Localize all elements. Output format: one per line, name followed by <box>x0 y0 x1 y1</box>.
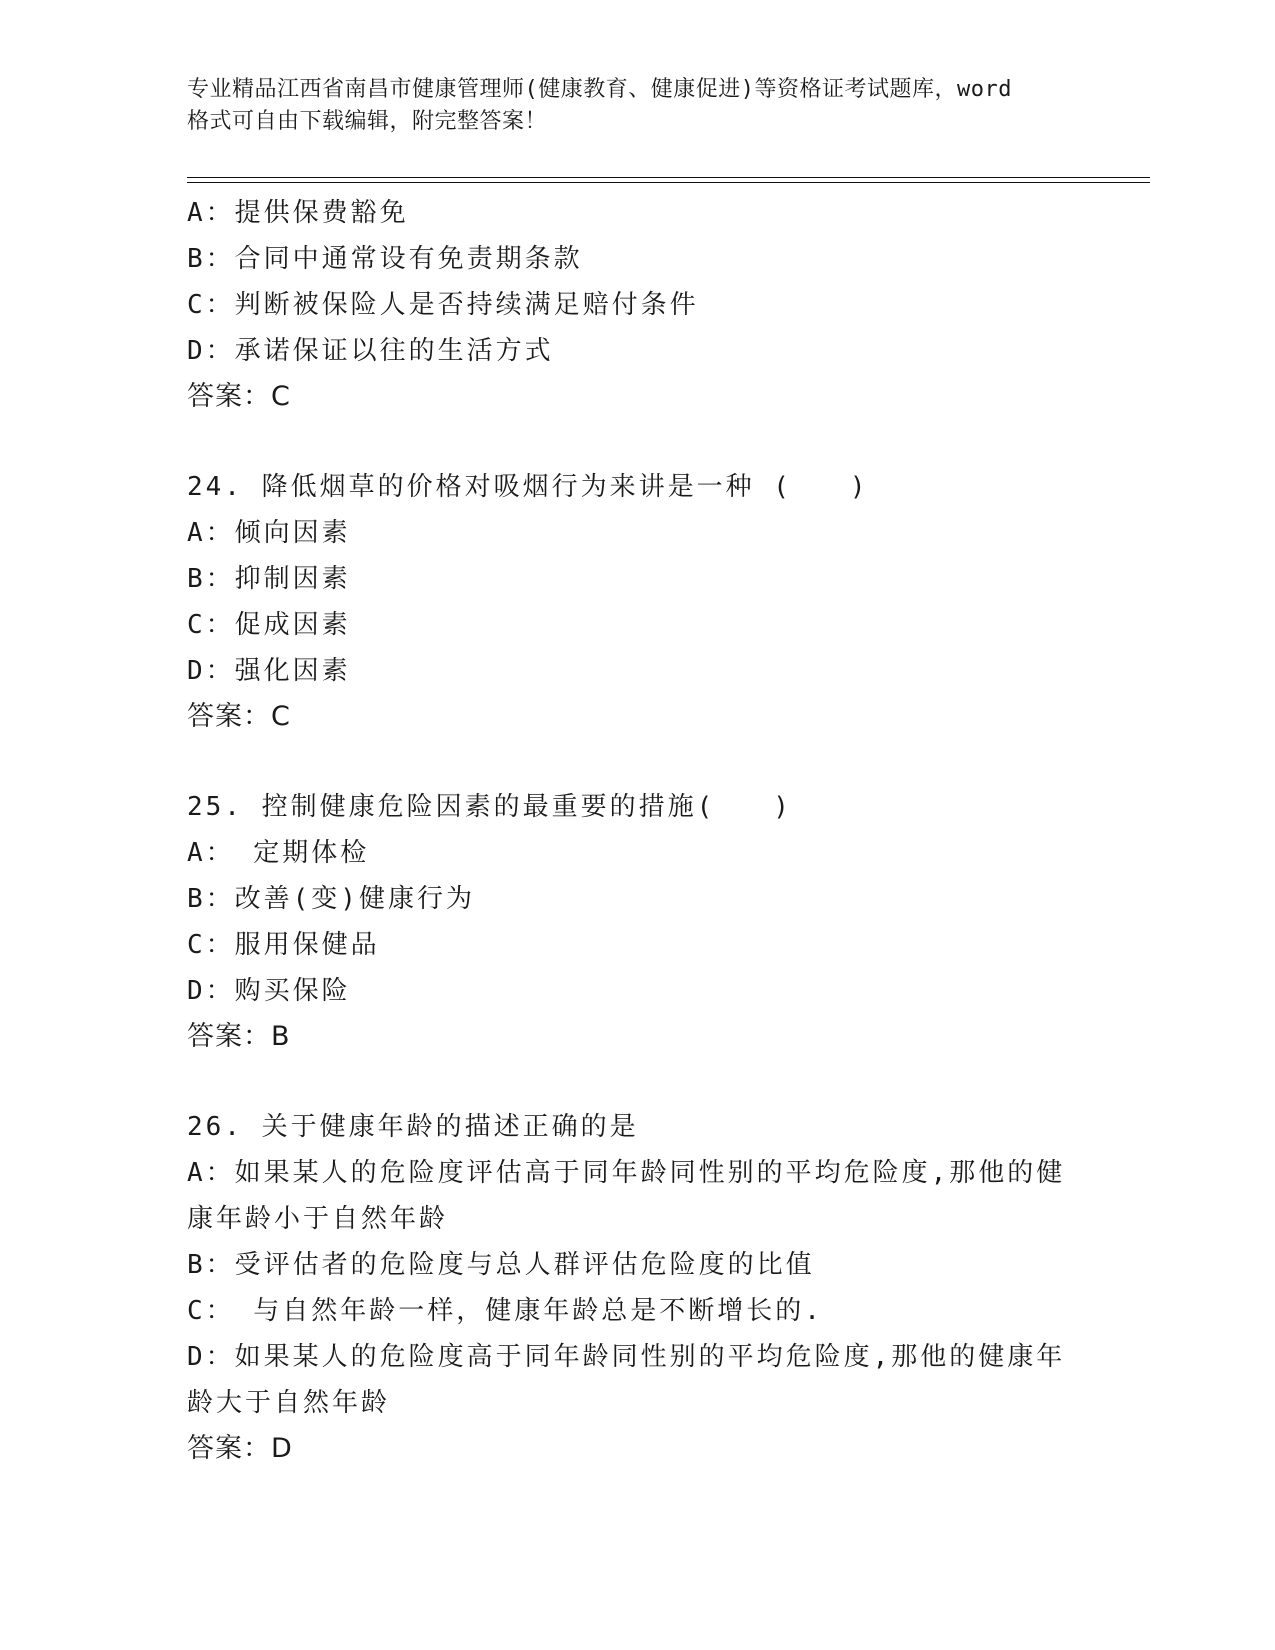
q23-option-b: B：合同中通常设有免责期条款 <box>187 244 583 274</box>
q26-stem: 26. 关于健康年龄的描述正确的是 <box>187 1112 639 1142</box>
q23-answer: 答案：C <box>187 381 291 412</box>
q26-option-a: A：如果某人的危险度评估高于同年龄同性别的平均危险度,那他的健康年龄小于自然年龄 <box>187 1158 1066 1234</box>
q23-option-c: C：判断被保险人是否持续满足赔付条件 <box>187 290 699 320</box>
question-26 <box>187 1104 1087 1472</box>
q24-option-a: A：倾向因素 <box>187 518 351 548</box>
q25-option-a: A： 定期体检 <box>187 838 370 868</box>
question-list <box>187 190 1087 1472</box>
q23-option-d: D：承诺保证以往的生活方式 <box>187 336 554 366</box>
q25-stem: 25. 控制健康危险因素的最重要的措施( ) <box>187 792 792 822</box>
spacer <box>187 740 1087 784</box>
question-24 <box>187 464 1087 740</box>
q25-answer: 答案：B <box>187 1021 291 1052</box>
spacer <box>187 420 1087 464</box>
q25-option-d: D：购买保险 <box>187 976 351 1006</box>
q24-option-d: D：强化因素 <box>187 656 351 686</box>
q26-option-d: D：如果某人的危险度高于同年龄同性别的平均危险度,那他的健康年龄大于自然年龄 <box>187 1342 1066 1418</box>
header-rule-top <box>187 177 1150 178</box>
q24-answer: 答案：C <box>187 701 291 732</box>
q26-option-c: C： 与自然年龄一样，健康年龄总是不断增长的. <box>187 1296 823 1326</box>
document-header <box>187 74 1087 138</box>
q26-option-b: B：受评估者的危险度与总人群评估危险度的比值 <box>187 1250 815 1280</box>
header-line-2: 格式可自由下载编辑，附完整答案！ <box>187 109 548 134</box>
header-rule-bottom <box>187 182 1150 183</box>
question-25 <box>187 784 1087 1060</box>
spacer <box>187 1060 1087 1104</box>
q23-option-a: A：提供保费豁免 <box>187 198 409 228</box>
header-line-1: 专业精品江西省南昌市健康管理师(健康教育、健康促进)等资格证考试题库，word <box>187 77 1012 102</box>
q26-answer: 答案：D <box>187 1433 293 1464</box>
q24-stem: 24. 降低烟草的价格对吸烟行为来讲是一种 ( ) <box>187 472 869 502</box>
question-23 <box>187 190 1087 420</box>
q25-option-b: B：改善(变)健康行为 <box>187 884 475 914</box>
q24-option-c: C：促成因素 <box>187 610 351 640</box>
q25-option-c: C：服用保健品 <box>187 930 380 960</box>
q24-option-b: B：抑制因素 <box>187 564 351 594</box>
